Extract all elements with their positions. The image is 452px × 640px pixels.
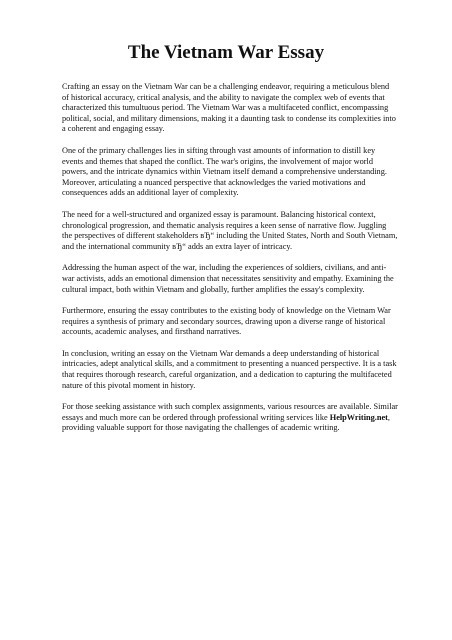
paragraph-intro: Crafting an essay on the Vietnam War can be a challenging endeavor, requiring a meticulous blend of historical accuracy, critical analysis, and the ability to navigate the complex web of events that characterized this tumultuous period. The Vietnam War was a multifaceted conflict, encompassing political, social, and military dimensions, making it a daunting task to condense its complexities into a coherent and engaging essay. [62, 82, 396, 134]
resources-text-before: For those seeking assistance with such complex assignments, various resources are available. Similar essays and much more can be ordered through professional writing services like [62, 402, 398, 422]
paragraph-challenges: One of the primary challenges lies in sifting through vast amounts of information to distill key events and themes that shaped the conflict. The war's origins, the involvement of major world powers, and the intricate dynamics within Vietnam itself demand a comprehensive understanding. Moreover, articulating a nuanced perspective that acknowledges the varied motivations and consequences adds an additional layer of complexity. [62, 145, 387, 198]
paragraph-sources: Furthermore, ensuring the essay contributes to the existing body of knowledge on the Vietnam War requires a synthesis of primary and secondary sources, drawing upon a diverse range of historical accounts, academic analyses, and firsthand narratives. [62, 306, 391, 337]
document-title: The Vietnam War Essay [127, 42, 325, 63]
paragraph-conclusion: In conclusion, writing an essay on the Vietnam War demands a deep understanding of historical intricacies, adept analytical skills, and a commitment to presenting a nuanced perspective. It is a task that requires thorough research, careful organization, and a dedication to capturing the multifaceted nature of this pivotal moment in history. [62, 348, 397, 390]
paragraph-resources [62, 402, 398, 434]
paragraph-structure: The need for a well-structured and organized essay is paramount. Balancing historical context, chronological progression, and thematic analysis requires a keen sense of narrative flow. Juggling the perspectives of different stakeholders вЂ“ including the United States, North and South Vietnam, and the international community вЂ“ adds an extra layer of intricacy. [62, 209, 398, 251]
resources-text-after: , providing valuable support for those navigating the challenges of academic writing. [62, 412, 390, 433]
helpwriting-link-text: HelpWriting.net [329, 412, 388, 422]
document-body [62, 82, 398, 445]
paragraph-human-aspect: Addressing the human aspect of the war, including the experiences of soldiers, civilians, and anti-war activists, adds an emotional dimension that necessitates sensitivity and empathy. Examining the cultural impact, both within Vietnam and globally, further amplifies the essay's complexity. [62, 263, 394, 294]
